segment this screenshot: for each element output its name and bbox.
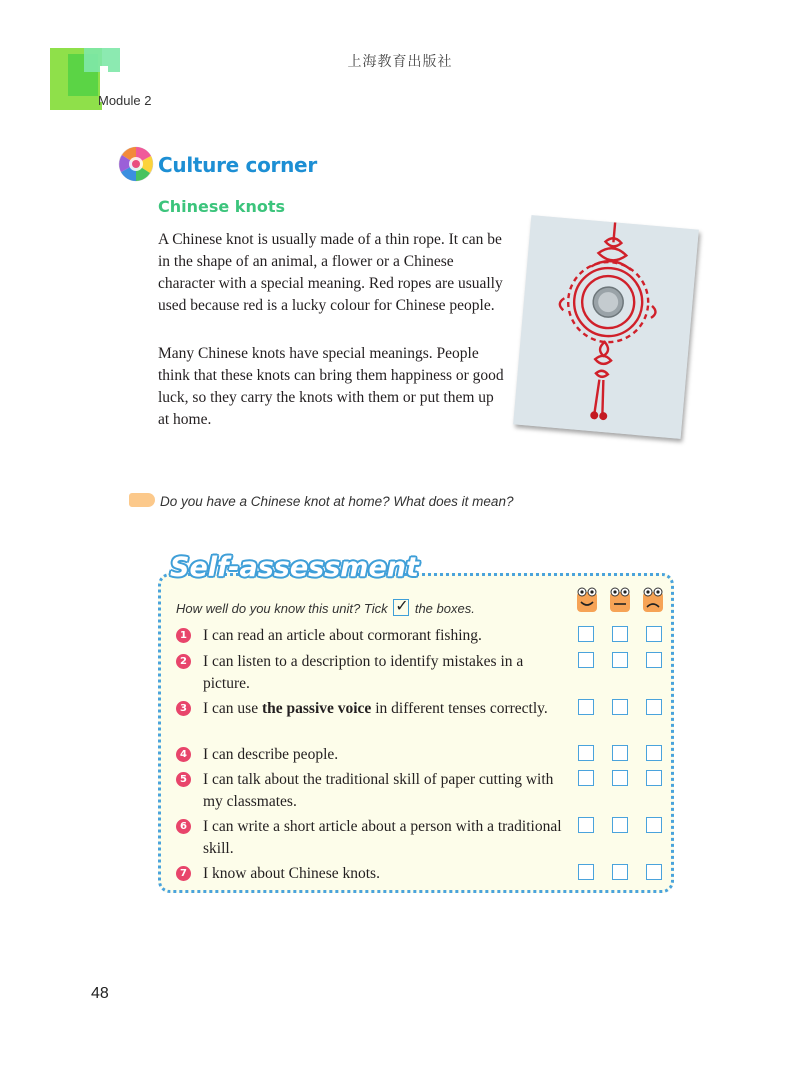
checkbox-confident[interactable] <box>578 864 594 880</box>
item-text: I can write a short article about a person with a traditional skill. <box>203 818 562 857</box>
checkbox-neutral[interactable] <box>612 626 628 642</box>
self-assessment-item <box>176 744 571 766</box>
checkbox-confident[interactable] <box>578 745 594 761</box>
item-number-badge: 7 <box>176 866 191 881</box>
instruction-text-after: the boxes. <box>414 601 475 616</box>
item-number-badge: 5 <box>176 772 191 787</box>
checkbox-confident[interactable] <box>578 626 594 642</box>
checkbox-confident[interactable] <box>578 699 594 715</box>
checkbox-confident[interactable] <box>578 770 594 786</box>
item-number-badge: 1 <box>176 628 191 643</box>
item-number-badge: 2 <box>176 654 191 669</box>
subsection-title: Chinese knots <box>158 197 285 216</box>
tick-icon: ✓ <box>395 596 409 615</box>
item-text: I know about Chinese knots. <box>203 865 380 882</box>
checkbox-neutral[interactable] <box>612 745 628 761</box>
neutral-face-icon <box>608 586 632 614</box>
checkbox-neutral[interactable] <box>612 652 628 668</box>
checkbox-neutral[interactable] <box>612 817 628 833</box>
paragraph-1: A Chinese knot is usually made of a thin rope. It can be in the shape of an animal, a flower or a Chinese character with a special meaning. Red ropes are usually used because red is a lucky colour for Chinese people. <box>158 231 503 314</box>
paragraph-2: Many Chinese knots have special meanings. People think that these knots can bring them happiness or good luck, so they carry the knots with them or put them up at home. <box>158 345 504 428</box>
instruction-text-before: How well do you know this unit? Tick <box>176 601 388 616</box>
checkbox-neutral[interactable] <box>612 699 628 715</box>
discussion-question: Do you have a Chinese knot at home? What does it mean? <box>160 494 514 509</box>
self-assessment-instruction <box>176 596 475 616</box>
question-marker <box>129 493 155 507</box>
item-text: I can use the passive voice in different tenses correctly. <box>203 700 548 717</box>
culture-corner-icon <box>118 146 154 182</box>
checkbox-confident[interactable] <box>578 817 594 833</box>
checkbox-unsure[interactable] <box>646 745 662 761</box>
item-number-badge: 6 <box>176 819 191 834</box>
section-title: Culture corner <box>158 153 317 177</box>
module-label: Module 2 <box>98 93 152 108</box>
self-assessment-item <box>176 625 571 647</box>
self-assessment-item <box>176 651 571 695</box>
happy-face-icon <box>575 586 599 614</box>
self-assessment-item <box>176 769 571 813</box>
checkbox-unsure[interactable] <box>646 817 662 833</box>
checkbox-neutral[interactable] <box>612 770 628 786</box>
checkbox-unsure[interactable] <box>646 652 662 668</box>
checkbox-unsure[interactable] <box>646 864 662 880</box>
checkbox-unsure[interactable] <box>646 770 662 786</box>
checkbox-unsure[interactable] <box>646 699 662 715</box>
chinese-knot-illustration <box>513 215 699 439</box>
tick-example-box <box>393 596 409 616</box>
item-text: I can describe people. <box>203 746 339 763</box>
self-assessment-title: Self-assessment <box>170 552 419 583</box>
sad-face-icon <box>641 586 665 614</box>
self-assessment-item <box>176 863 571 885</box>
item-text: I can talk about the traditional skill of paper cutting with my classmates. <box>203 771 554 810</box>
page-number: 48 <box>91 985 109 1002</box>
self-assessment-item <box>176 698 571 720</box>
checkbox-neutral[interactable] <box>612 864 628 880</box>
item-text: I can read an article about cormorant fishing. <box>203 627 482 644</box>
publisher-name: 上海教育出版社 <box>347 54 453 70</box>
item-number-badge: 3 <box>176 701 191 716</box>
checkbox-unsure[interactable] <box>646 626 662 642</box>
item-text: I can listen to a description to identify mistakes in a picture. <box>203 653 524 692</box>
self-assessment-item <box>176 816 571 860</box>
checkbox-confident[interactable] <box>578 652 594 668</box>
chinese-knot-photo <box>513 215 699 439</box>
item-number-badge: 4 <box>176 747 191 762</box>
